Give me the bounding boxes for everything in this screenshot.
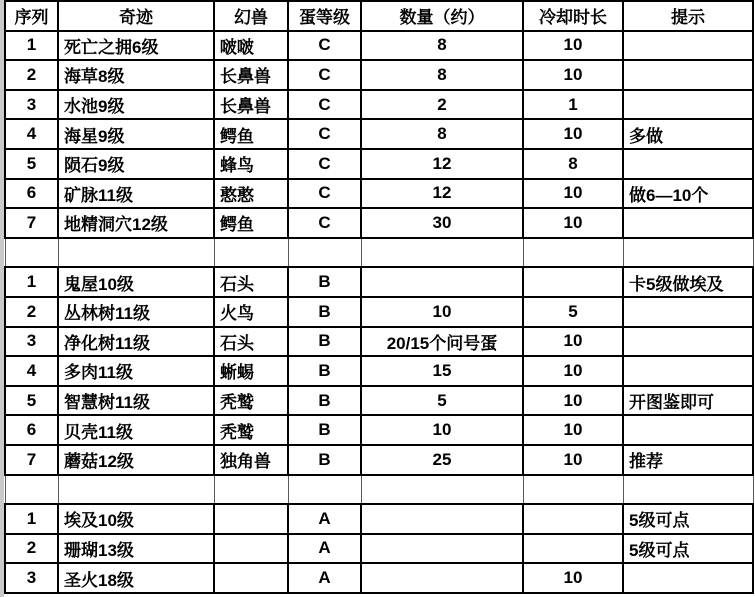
cell-beast[interactable]: 独角兽 <box>214 445 288 475</box>
cell-egg[interactable]: C <box>288 208 361 238</box>
separator-row <box>5 238 753 268</box>
cell-cooldown[interactable]: 5 <box>523 297 623 327</box>
table-row <box>5 356 753 386</box>
cell-egg[interactable]: C <box>288 60 361 90</box>
cell-seq[interactable]: 7 <box>5 445 58 475</box>
cell-cooldown[interactable]: 10 <box>523 119 623 149</box>
cell-egg[interactable]: B <box>288 415 361 445</box>
cell-hint[interactable] <box>623 60 753 90</box>
cell-hint[interactable]: 5级可点 <box>623 534 753 564</box>
cell-miracle[interactable]: 死亡之拥6级 <box>58 31 214 61</box>
table-row <box>5 563 753 593</box>
cell-hint[interactable] <box>623 356 753 386</box>
cell-beast[interactable]: 秃鹫 <box>214 386 288 416</box>
cell-miracle[interactable]: 多肉11级 <box>58 356 214 386</box>
cell-qty[interactable]: 10 <box>361 297 523 327</box>
cell-hint[interactable] <box>623 475 753 505</box>
table-row <box>5 504 753 534</box>
cell-cooldown[interactable] <box>523 267 623 297</box>
cell-egg[interactable]: C <box>288 149 361 179</box>
cell-miracle[interactable]: 矿脉11级 <box>58 179 214 209</box>
cell-seq[interactable]: 5 <box>5 386 58 416</box>
cell-egg[interactable] <box>288 475 361 505</box>
cell-miracle[interactable]: 圣火18级 <box>58 563 214 593</box>
cell-miracle[interactable]: 鬼屋10级 <box>58 267 214 297</box>
table-row <box>5 415 753 445</box>
cell-beast[interactable]: 鳄鱼 <box>214 208 288 238</box>
cell-miracle[interactable] <box>58 238 214 268</box>
cell-beast[interactable]: 长鼻兽 <box>214 90 288 120</box>
cell-miracle[interactable]: 贝壳11级 <box>58 415 214 445</box>
cell-hint[interactable] <box>623 415 753 445</box>
cell-cooldown[interactable] <box>523 475 623 505</box>
cell-qty[interactable] <box>361 504 523 534</box>
cell-egg[interactable]: A <box>288 563 361 593</box>
cell-miracle[interactable]: 地精洞穴12级 <box>58 208 214 238</box>
cell-miracle[interactable]: 净化树11级 <box>58 327 214 357</box>
cell-qty[interactable]: 12 <box>361 179 523 209</box>
cell-hint[interactable]: 做6—10个 <box>623 179 753 209</box>
cell-cooldown[interactable]: 10 <box>523 445 623 475</box>
table-row <box>5 179 753 209</box>
cell-egg[interactable]: C <box>288 119 361 149</box>
cell-egg[interactable]: C <box>288 179 361 209</box>
cell-cooldown[interactable]: 10 <box>523 208 623 238</box>
cell-beast[interactable]: 憨憨 <box>214 179 288 209</box>
col-header-miracle[interactable]: 奇迹 <box>58 1 214 31</box>
cell-egg[interactable]: B <box>288 267 361 297</box>
cell-miracle[interactable]: 海星9级 <box>58 119 214 149</box>
cell-cooldown[interactable]: 1 <box>523 90 623 120</box>
cell-miracle[interactable]: 水池9级 <box>58 90 214 120</box>
cell-miracle[interactable]: 埃及10级 <box>58 504 214 534</box>
cell-hint[interactable] <box>623 149 753 179</box>
cell-seq[interactable]: 2 <box>5 297 58 327</box>
table-row <box>5 534 753 564</box>
cell-miracle[interactable]: 蘑菇12级 <box>58 445 214 475</box>
cell-egg[interactable]: A <box>288 534 361 564</box>
cell-miracle[interactable]: 陨石9级 <box>58 149 214 179</box>
cell-egg[interactable] <box>288 238 361 268</box>
separator-row <box>5 475 753 505</box>
cell-cooldown[interactable]: 10 <box>523 179 623 209</box>
cell-egg[interactable]: B <box>288 297 361 327</box>
cell-beast[interactable] <box>214 534 288 564</box>
cell-qty[interactable]: 25 <box>361 445 523 475</box>
cell-qty[interactable] <box>361 563 523 593</box>
cell-hint[interactable]: 5级可点 <box>623 504 753 534</box>
table-row <box>5 386 753 416</box>
cell-hint[interactable]: 推荐 <box>623 445 753 475</box>
table-row <box>5 119 753 149</box>
cell-seq[interactable] <box>5 475 58 505</box>
cell-hint[interactable] <box>623 208 753 238</box>
cell-seq[interactable]: 1 <box>5 267 58 297</box>
cell-miracle[interactable]: 丛林树11级 <box>58 297 214 327</box>
cell-hint[interactable] <box>623 327 753 357</box>
cell-cooldown[interactable] <box>523 534 623 564</box>
cell-beast[interactable]: 火鸟 <box>214 297 288 327</box>
cell-seq[interactable]: 6 <box>5 179 58 209</box>
cell-cooldown[interactable]: 10 <box>523 327 623 357</box>
cell-qty[interactable] <box>361 238 523 268</box>
cell-beast[interactable]: 秃鹫 <box>214 415 288 445</box>
cell-miracle[interactable]: 海草8级 <box>58 60 214 90</box>
cell-miracle[interactable] <box>58 475 214 505</box>
cell-hint[interactable]: 卡5级做埃及 <box>623 267 753 297</box>
cell-hint[interactable] <box>623 238 753 268</box>
cell-qty[interactable]: 2 <box>361 90 523 120</box>
table-row <box>5 60 753 90</box>
cell-seq[interactable]: 3 <box>5 90 58 120</box>
col-header-hint[interactable]: 提示 <box>623 1 753 31</box>
col-header-egg[interactable]: 蛋等级 <box>288 1 361 31</box>
cell-beast[interactable] <box>214 475 288 505</box>
table-row <box>5 208 753 238</box>
table-row <box>5 297 753 327</box>
cell-seq[interactable]: 4 <box>5 356 58 386</box>
cell-beast[interactable]: 长鼻兽 <box>214 60 288 90</box>
cell-miracle[interactable]: 珊瑚13级 <box>58 534 214 564</box>
table-body <box>5 31 753 593</box>
cell-cooldown[interactable]: 10 <box>523 563 623 593</box>
cell-seq[interactable]: 2 <box>5 60 58 90</box>
cell-seq[interactable]: 7 <box>5 208 58 238</box>
cell-seq[interactable]: 2 <box>5 534 58 564</box>
cell-cooldown[interactable] <box>523 238 623 268</box>
table-row <box>5 149 753 179</box>
cell-qty[interactable]: 15 <box>361 356 523 386</box>
cell-beast[interactable] <box>214 563 288 593</box>
cell-hint[interactable] <box>623 90 753 120</box>
table-row <box>5 267 753 297</box>
cell-cooldown[interactable]: 10 <box>523 386 623 416</box>
cell-egg[interactable]: B <box>288 445 361 475</box>
table-row <box>5 31 753 61</box>
cell-beast[interactable] <box>214 504 288 534</box>
cell-cooldown[interactable]: 10 <box>523 415 623 445</box>
cell-seq[interactable]: 5 <box>5 149 58 179</box>
cell-cooldown[interactable]: 10 <box>523 60 623 90</box>
cell-qty[interactable]: 8 <box>361 119 523 149</box>
cell-egg[interactable]: C <box>288 90 361 120</box>
cell-qty[interactable]: 8 <box>361 60 523 90</box>
cell-seq[interactable]: 3 <box>5 563 58 593</box>
cell-seq[interactable]: 4 <box>5 119 58 149</box>
col-header-cooldown[interactable]: 冷却时长 <box>523 1 623 31</box>
cell-qty[interactable] <box>361 267 523 297</box>
cell-qty[interactable] <box>361 475 523 505</box>
wonder-egg-table <box>4 0 754 594</box>
cell-egg[interactable]: B <box>288 386 361 416</box>
cell-hint[interactable] <box>623 297 753 327</box>
cell-seq[interactable]: 3 <box>5 327 58 357</box>
cell-beast[interactable]: 石头 <box>214 327 288 357</box>
cell-cooldown[interactable]: 10 <box>523 31 623 61</box>
cell-beast[interactable]: 蜥蜴 <box>214 356 288 386</box>
cell-beast[interactable]: 啵啵 <box>214 31 288 61</box>
col-header-qty[interactable]: 数量（约） <box>361 1 523 31</box>
col-header-seq[interactable]: 序列 <box>5 1 58 31</box>
cell-egg[interactable]: C <box>288 31 361 61</box>
cell-egg[interactable]: B <box>288 327 361 357</box>
cell-hint[interactable] <box>623 563 753 593</box>
header-row <box>5 1 753 31</box>
col-header-beast[interactable]: 幻兽 <box>214 1 288 31</box>
cell-hint[interactable] <box>623 31 753 61</box>
cell-qty[interactable]: 8 <box>361 31 523 61</box>
cell-qty[interactable]: 30 <box>361 208 523 238</box>
cell-beast[interactable] <box>214 238 288 268</box>
cell-hint[interactable]: 开图鉴即可 <box>623 386 753 416</box>
cell-seq[interactable] <box>5 238 58 268</box>
cell-egg[interactable]: A <box>288 504 361 534</box>
cell-cooldown[interactable]: 8 <box>523 149 623 179</box>
cell-qty[interactable]: 10 <box>361 415 523 445</box>
table-row <box>5 90 753 120</box>
cell-beast[interactable]: 石头 <box>214 267 288 297</box>
cell-seq[interactable]: 6 <box>5 415 58 445</box>
table-row <box>5 327 753 357</box>
cell-miracle[interactable]: 智慧树11级 <box>58 386 214 416</box>
cell-qty[interactable]: 12 <box>361 149 523 179</box>
cell-beast[interactable]: 蜂鸟 <box>214 149 288 179</box>
cell-seq[interactable]: 1 <box>5 504 58 534</box>
cell-qty[interactable] <box>361 534 523 564</box>
cell-beast[interactable]: 鳄鱼 <box>214 119 288 149</box>
cell-qty[interactable]: 5 <box>361 386 523 416</box>
table-row <box>5 445 753 475</box>
cell-cooldown[interactable]: 10 <box>523 356 623 386</box>
cell-seq[interactable]: 1 <box>5 31 58 61</box>
cell-cooldown[interactable] <box>523 504 623 534</box>
cell-qty[interactable]: 20/15个问号蛋 <box>361 327 523 357</box>
cell-egg[interactable]: B <box>288 356 361 386</box>
cell-hint[interactable]: 多做 <box>623 119 753 149</box>
